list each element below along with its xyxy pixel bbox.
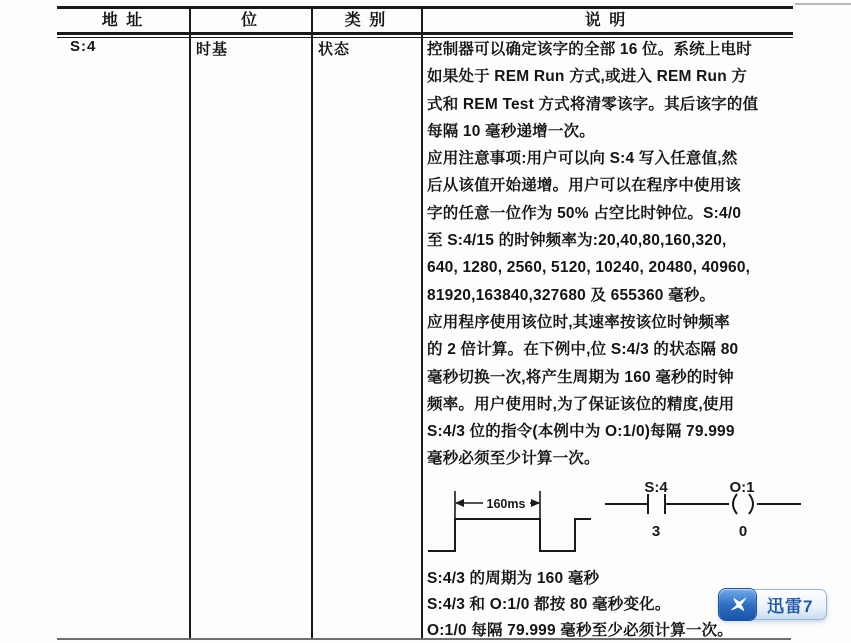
- description-text: [427, 36, 793, 473]
- scan-artifact-line: [795, 3, 851, 5]
- xunlei-app-name: 迅雷7: [767, 597, 814, 616]
- description-line: 如果处于 REM Run 方式,或进入 REM Run 方: [427, 68, 748, 86]
- footnote-line: S:4/3 和 O:1/0 都按 80 毫秒变化。: [427, 595, 671, 613]
- timing-diagram: [425, 478, 805, 568]
- footnote-line: S:4/3 的周期为 160 毫秒: [427, 570, 600, 587]
- column-header-category: 类 别: [344, 12, 388, 29]
- column-header-address: 地 址: [101, 12, 145, 29]
- description-line: 至 S:4/15 的时钟频率为:20,40,80,160,320,: [427, 232, 727, 250]
- coil-address-label: O:1: [729, 479, 755, 496]
- coil-bit-label: 0: [738, 523, 748, 540]
- description-line: 控制器可以确定该字的全部 16 位。系统上电时: [427, 41, 752, 58]
- description-line: 的 2 倍计算。在下例中,位 S:4/3 的状态隔 80: [427, 341, 739, 359]
- footnote-line: O:1/0 每隔 79.999 毫秒至少必须计算一次。: [427, 621, 733, 639]
- coil-o1-symbol: [733, 494, 753, 514]
- cell-category: 状态: [318, 41, 351, 58]
- description-line: 应用注意事项:用户可以向 S:4 写入任意值,然: [427, 150, 738, 168]
- square-wave: [428, 491, 591, 551]
- xunlei-bird-icon: [719, 589, 756, 620]
- column-divider-2: [311, 7, 313, 639]
- xunlei-watermark-badge: [719, 589, 827, 620]
- description-line: 毫秒切换一次,将产生周期为 160 毫秒的时钟: [427, 368, 734, 386]
- contact-s4-symbol: [648, 494, 665, 514]
- description-line: 81920,163840,327680 及 655360 毫秒。: [427, 286, 716, 304]
- description-line: 字的任意一位作为 50% 占空比时钟位。S:4/0: [427, 204, 742, 222]
- cell-bit: 时基: [196, 41, 229, 58]
- description-line: 每隔 10 毫秒递增一次。: [427, 122, 595, 140]
- contact-bit-label: 3: [651, 523, 661, 540]
- description-line: 640, 1280, 2560, 5120, 10240, 20480, 40960,: [427, 259, 751, 277]
- column-divider-3: [421, 7, 423, 639]
- description-line: S:4/3 位的指令(本例中为 O:1/0)每隔 79.999: [427, 423, 735, 441]
- column-header-bit: 位: [240, 12, 259, 29]
- description-line: 后从该值开始递增。用户可以在程序中使用该: [427, 177, 742, 195]
- description-line: 应用程序使用该位时,其速率按该位时钟频率: [427, 313, 730, 331]
- dimension-label: 160ms: [486, 497, 526, 511]
- description-line: 毫秒必须至少计算一次。: [427, 450, 600, 468]
- description-line: 式和 REM Test 方式将清零该字。其后该字的值: [427, 95, 759, 113]
- contact-address-label: S:4: [644, 479, 668, 496]
- ladder-rung: [605, 479, 801, 540]
- column-divider-1: [189, 7, 191, 639]
- column-header-description: 说 明: [584, 12, 628, 29]
- description-line: 频率。用户使用时,为了保证该位的精度,使用: [427, 395, 735, 413]
- cell-address: S:4: [70, 38, 97, 55]
